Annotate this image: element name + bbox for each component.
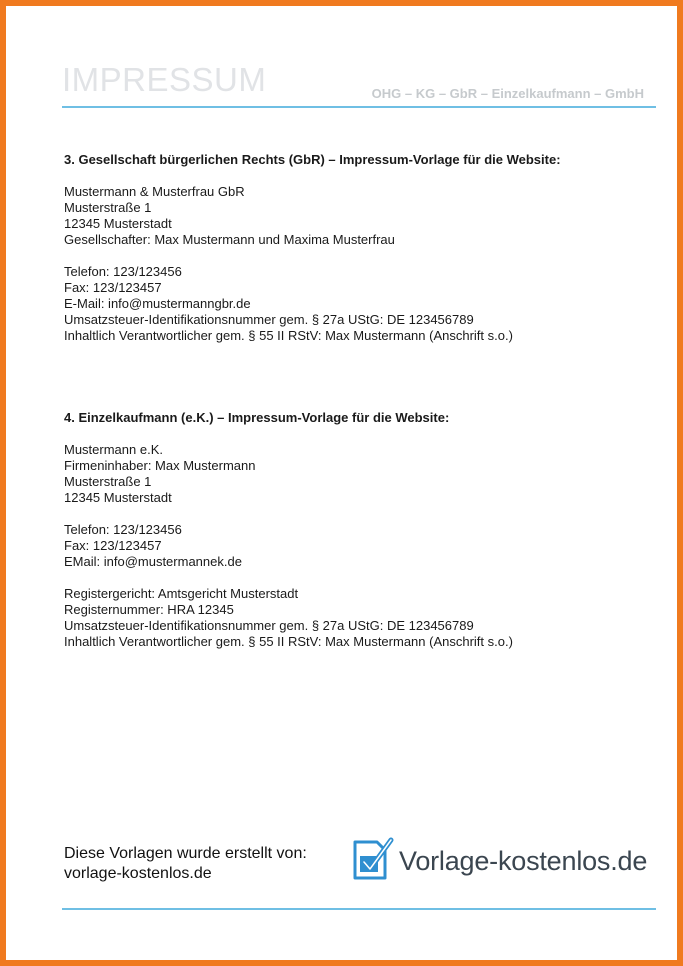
- vat-id: Umsatzsteuer-Identifikationsnummer gem. § 27a UStG: DE 123456789: [64, 312, 474, 327]
- header-divider: [62, 106, 656, 108]
- address-block: [64, 184, 656, 232]
- company-name: Mustermann & Musterfrau GbR: [64, 184, 245, 199]
- section-heading: 3. Gesellschaft bürgerlichen Rechts (GbR) – Impressum-Vorlage für die Website:: [64, 152, 561, 167]
- responsible-person: Inhaltlich Verantwortlicher gem. § 55 II RStV: Max Mustermann (Anschrift s.o.): [64, 634, 513, 649]
- footer-credit-line: Diese Vorlagen wurde erstellt von:: [64, 845, 307, 862]
- footer-credit: [64, 844, 307, 884]
- email: EMail: info@mustermannek.de: [64, 554, 242, 569]
- street: Musterstraße 1: [64, 200, 152, 215]
- brand-logo-text: Vorlage-kostenlos.de: [399, 845, 648, 876]
- document-body: [64, 152, 656, 650]
- responsible-person: Inhaltlich Verantwortlicher gem. § 55 II RStV: Max Mustermann (Anschrift s.o.): [64, 328, 513, 343]
- contact-block: [64, 264, 656, 296]
- company-name: Mustermann e.K.: [64, 442, 163, 457]
- vat-id: Umsatzsteuer-Identifikationsnummer gem. § 27a UStG: DE 123456789: [64, 618, 474, 633]
- phone: Telefon: 123/123456: [64, 522, 182, 537]
- phone: Telefon: 123/123456: [64, 264, 182, 279]
- footer-site: vorlage-kostenlos.de: [64, 865, 212, 882]
- page-subtitle: OHG – KG – GbR – Einzelkaufmann – GmbH: [371, 86, 644, 101]
- document-check-icon: [351, 836, 395, 887]
- address-block: [64, 442, 656, 506]
- city: 12345 Musterstadt: [64, 490, 172, 505]
- page-title: IMPRESSUM: [62, 61, 267, 98]
- section-heading: 4. Einzelkaufmann (e.K.) – Impressum-Vorlage für die Website:: [64, 410, 450, 425]
- section-ek: [64, 410, 656, 650]
- register-court: Registergericht: Amtsgericht Musterstadt: [64, 586, 299, 601]
- street: Musterstraße 1: [64, 474, 152, 489]
- contact-block: [64, 522, 656, 554]
- owner: Firmeninhaber: Max Mustermann: [64, 458, 256, 473]
- register-number: Registernummer: HRA 12345: [64, 602, 234, 617]
- partners: Gesellschafter: Max Mustermann und Maxima Musterfrau: [64, 232, 395, 247]
- section-gbr: [64, 152, 656, 344]
- fax: Fax: 123/123457: [64, 280, 162, 295]
- fax: Fax: 123/123457: [64, 538, 162, 553]
- brand-logo: [351, 838, 647, 884]
- city: 12345 Musterstadt: [64, 216, 172, 231]
- email: E-Mail: info@mustermanngbr.de: [64, 296, 251, 311]
- register-block: [64, 586, 656, 618]
- footer-divider: [62, 908, 656, 910]
